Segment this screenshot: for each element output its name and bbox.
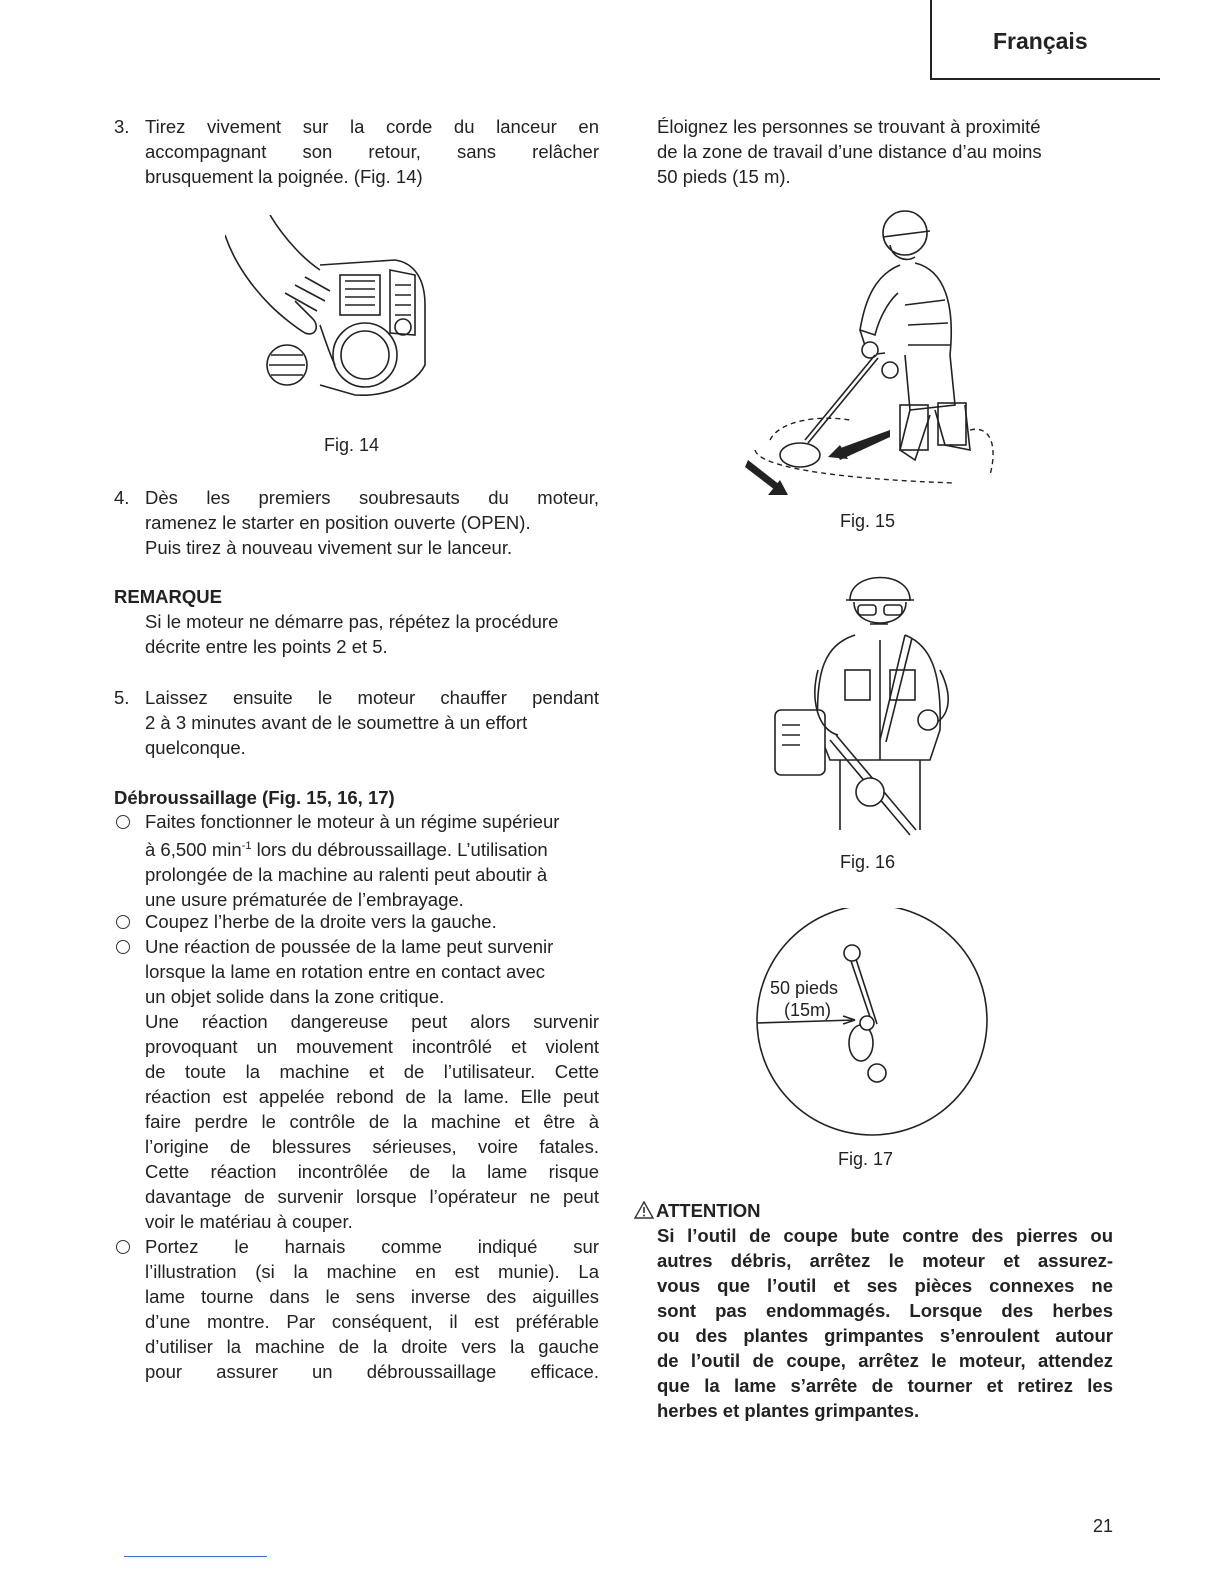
- intro-line: 50 pieds (15 m).: [657, 166, 791, 187]
- fig-14-engine-starter-illustration: [225, 215, 455, 410]
- bullet-4-line: d’une montre. Par conséquent, il est préférable: [145, 1311, 599, 1332]
- step-3-line: Tirez vivement sur la corde du lanceur en: [145, 116, 599, 137]
- bullet-3-line: davantage de survenir lorsque l’opérateur ne peut: [145, 1186, 599, 1207]
- attention-line: que la lame s’arrête de tourner et retirez les: [657, 1375, 1113, 1396]
- fig-17-safety-distance-illustration: [755, 908, 995, 1148]
- bullet-4-line: l’illustration (si la machine en est munie). La: [145, 1261, 599, 1282]
- attention-line: ou des plantes grimpantes s’enroulent autour: [657, 1325, 1113, 1346]
- bullet-4-line: Portez le harnais comme indiqué sur: [145, 1236, 599, 1257]
- bullet-3-line: Une réaction dangereuse peut alors survenir: [145, 1011, 599, 1032]
- step-3-line: brusquement la poignée. (Fig. 14): [145, 166, 423, 187]
- bullet-1-text: [145, 809, 599, 912]
- step-4-text: [145, 485, 599, 560]
- step-5-line: quelconque.: [145, 737, 246, 758]
- bullet-4-line: d’utiliser la machine de la droite vers la gauche: [145, 1336, 599, 1357]
- bullet-circle-icon: [116, 1240, 130, 1254]
- bullet-1-line: Faites fonctionner le moteur à un régime supérieur: [145, 811, 560, 832]
- remarque-title: REMARQUE: [114, 586, 222, 607]
- language-label: Français: [993, 28, 1088, 54]
- intro-line: Éloignez les personnes se trouvant à proximité: [657, 116, 1041, 137]
- bullet-1-rpm: à 6,500 min: [145, 839, 242, 861]
- bullet-1-line: une usure prématurée de l’embrayage.: [145, 889, 464, 911]
- step-4-line: ramenez le starter en position ouverte (OPEN).: [145, 512, 531, 533]
- bullet-circle-icon: [116, 815, 130, 829]
- bullet-3-line: Cette réaction incontrôlée de la lame risque: [145, 1161, 599, 1182]
- fig-16-operator-harness-illustration: [770, 560, 970, 840]
- step-5-line: Laissez ensuite le moteur chauffer pendant: [145, 687, 599, 708]
- step-5-number: 5.: [114, 687, 130, 708]
- bullet-3-line: un objet solide dans la zone critique.: [145, 986, 445, 1007]
- attention-line: autres débris, arrêtez le moteur et assurez-: [657, 1250, 1113, 1271]
- bullet-3-line: de toute la machine et de l’utilisateur. Cette: [145, 1061, 599, 1082]
- step-4-line: Puis tirez à nouveau vivement sur le lanceur.: [145, 537, 513, 558]
- attention-title: ATTENTION: [656, 1200, 761, 1221]
- intro-line: de la zone de travail d’une distance d’au moins: [657, 141, 1042, 162]
- bullet-3-line: faire perdre le contrôle de la machine et être à: [145, 1111, 599, 1132]
- attention-line: Si l’outil de coupe bute contre des pierres ou: [657, 1225, 1113, 1246]
- bullet-3-line: Une réaction de poussée de la lame peut survenir: [145, 936, 554, 957]
- bullet-3-text: [145, 934, 599, 1234]
- bullet-3-line: provoquant un mouvement incontrôlé et violent: [145, 1036, 599, 1057]
- bullet-4-line: pour assurer un débroussaillage efficace.: [145, 1361, 599, 1382]
- attention-text: [657, 1223, 1113, 1423]
- bullet-2-line: Coupez l’herbe de la droite vers la gauche.: [145, 911, 497, 932]
- fig-16-caption: Fig. 16: [840, 852, 896, 872]
- fig-17-distance-label: [770, 977, 838, 1021]
- bullet-1-line: [145, 834, 599, 862]
- fig-15-caption: Fig. 15: [840, 511, 896, 531]
- step-5-line: 2 à 3 minutes avant de le soumettre à un effort: [145, 712, 528, 733]
- step-5-text: [145, 685, 599, 760]
- attention-line: vous que l’outil et ses pièces connexes ne: [657, 1275, 1113, 1296]
- bullet-4-line: lame tourne dans le sens inverse des aiguilles: [145, 1286, 599, 1307]
- step-4-line: Dès les premiers soubresauts du moteur,: [145, 487, 599, 508]
- bullet-4-text: [145, 1234, 599, 1384]
- footer-divider: [124, 1556, 267, 1557]
- bullet-1-line: prolongée de la machine au ralenti peut aboutir à: [145, 864, 548, 886]
- bullet-circle-icon: [116, 915, 130, 929]
- bullet-3-line: réaction est appelée rebond de la lame. Elle peut: [145, 1086, 599, 1107]
- remarque-text: [145, 609, 599, 659]
- bullet-circle-icon: [116, 940, 130, 954]
- bullet-3-line: lorsque la lame en rotation entre en contact avec: [145, 961, 546, 982]
- fig-14-caption: Fig. 14: [324, 435, 380, 455]
- fig-17-label-line: 50 pieds: [770, 978, 839, 998]
- fig-17-caption: Fig. 17: [838, 1149, 894, 1169]
- intro-text: [657, 114, 1117, 189]
- bullet-3-line: voir le matériau à couper.: [145, 1211, 353, 1232]
- bullet-3-line: l’origine de blessures sérieuses, voire fatales.: [145, 1136, 599, 1157]
- step-3-line: accompagnant son retour, sans relâcher: [145, 141, 599, 162]
- fig-17-label-line: (15m): [784, 1000, 832, 1020]
- fig-15-operator-trimming-illustration: [740, 205, 1010, 500]
- section-title-debroussaillage: Débroussaillage (Fig. 15, 16, 17): [114, 787, 395, 808]
- bullet-1-rpm-exponent: -1: [241, 840, 252, 852]
- bullet-1-line-rest: lors du débroussaillage. L’utilisation: [251, 839, 548, 861]
- page-number: 21: [1093, 1516, 1114, 1536]
- warning-triangle-icon: [634, 1201, 654, 1219]
- bullet-2-text: [145, 909, 599, 934]
- attention-line: sont pas endommagés. Lorsque des herbes: [657, 1300, 1113, 1321]
- step-4-number: 4.: [114, 487, 130, 508]
- step-3-number: 3.: [114, 116, 130, 137]
- attention-line: herbes et plantes grimpantes.: [657, 1400, 920, 1421]
- remarque-line: décrite entre les points 2 et 5.: [145, 636, 388, 657]
- attention-line: de l’outil de coupe, arrêtez le moteur, attendez: [657, 1350, 1113, 1371]
- step-3-text: [145, 114, 599, 189]
- remarque-line: Si le moteur ne démarre pas, répétez la procédure: [145, 611, 559, 632]
